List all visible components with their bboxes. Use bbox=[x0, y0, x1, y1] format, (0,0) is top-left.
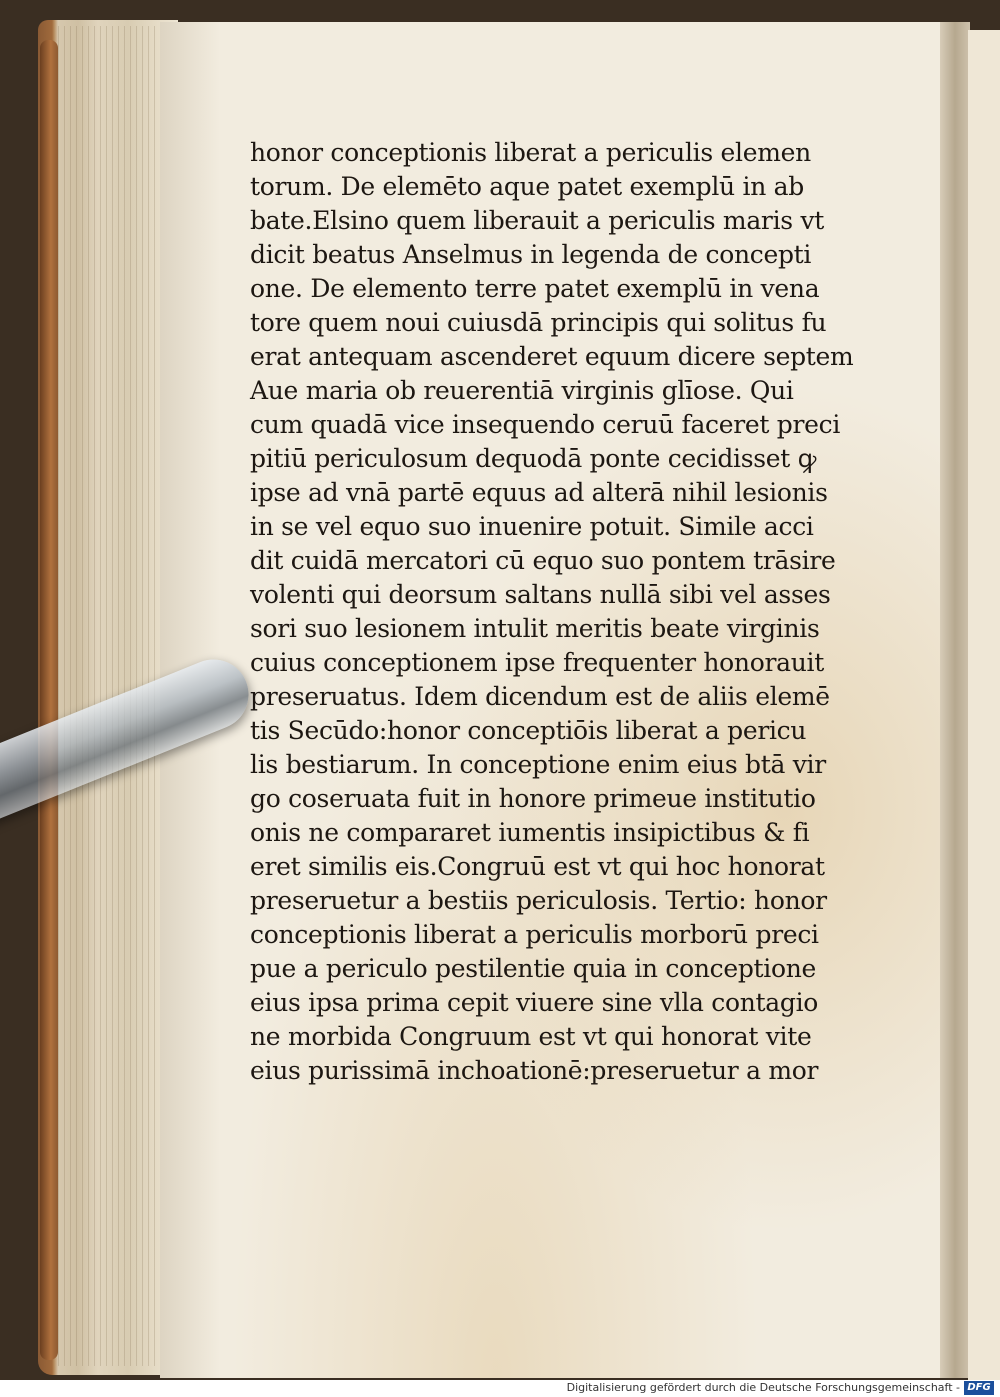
text-line: pue a periculo pestilentie quia in conceptione bbox=[250, 954, 817, 983]
text-line: go coseruata fuit in honore primeue institutio bbox=[250, 784, 816, 813]
text-line: Aue maria ob reuerentiā virginis glīose. Qui bbox=[250, 376, 794, 405]
text-line: cuius conceptionem ipse frequenter honorauit bbox=[250, 648, 824, 677]
text-line: pitiū periculosum dequodā ponte cecidisset ꝙ bbox=[250, 444, 817, 473]
text-line: sori suo lesionem intulit meritis beate virginis bbox=[250, 614, 820, 643]
text-line: eius ipsa prima cepit viuere sine vlla contagio bbox=[250, 988, 819, 1017]
text-line: onis ne compararet iumentis insipictibus & fi bbox=[250, 818, 810, 847]
book-gutter bbox=[940, 22, 970, 1378]
text-line: volenti qui deorsum saltans nullā sibi vel asses bbox=[250, 580, 831, 609]
text-line: preseruatus. Idem dicendum est de aliis elemē bbox=[250, 682, 830, 711]
text-line: tore quem noui cuiusdā principis qui solitus fu bbox=[250, 308, 827, 337]
text-line: conceptionis liberat a periculis morborū preci bbox=[250, 920, 819, 949]
text-line: torum. De elemēto aque patet exemplū in ab bbox=[250, 172, 804, 201]
text-line: cum quadā vice insequendo ceruū faceret preci bbox=[250, 410, 841, 439]
text-line: ipse ad vnā partē equus ad alterā nihil lesionis bbox=[250, 478, 828, 507]
binding-edge bbox=[40, 40, 58, 1360]
text-line: ne morbida Congruum est vt qui honorat vite bbox=[250, 1022, 812, 1051]
text-line: one. De elemento terre patet exemplū in vena bbox=[250, 274, 820, 303]
text-line: honor conceptionis liberat a periculis elemen bbox=[250, 138, 811, 167]
text-line: eius purissimā inchoationē:preseruetur a mor bbox=[250, 1056, 819, 1085]
text-line: lis bestiarum. In conceptione enim eius btā vir bbox=[250, 750, 826, 779]
facing-page-edge bbox=[968, 30, 1000, 1380]
text-line: erat antequam ascenderet equum dicere septem bbox=[250, 342, 854, 371]
text-line: preseruetur a bestiis periculosis. Tertio: honor bbox=[250, 886, 827, 915]
text-line: dicit beatus Anselmus in legenda de concepti bbox=[250, 240, 812, 269]
text-line: tis Secūdo:honor conceptiōis liberat a pericu bbox=[250, 716, 807, 745]
page-text-block bbox=[250, 136, 870, 1088]
dfg-logo-icon: DFG bbox=[964, 1381, 994, 1395]
footer-credit: Digitalisierung gefördert durch die Deutsche Forschungsgemeinschaft - bbox=[566, 1381, 960, 1394]
text-line: bate.Elsino quem liberauit a periculis maris vt bbox=[250, 206, 825, 235]
text-line: dit cuidā mercatori cū equo suo pontem trāsire bbox=[250, 546, 836, 575]
text-line: eret similis eis.Congruū est vt qui hoc honorat bbox=[250, 852, 825, 881]
text-line: in se vel equo suo inuenire potuit. Simile acci bbox=[250, 512, 814, 541]
